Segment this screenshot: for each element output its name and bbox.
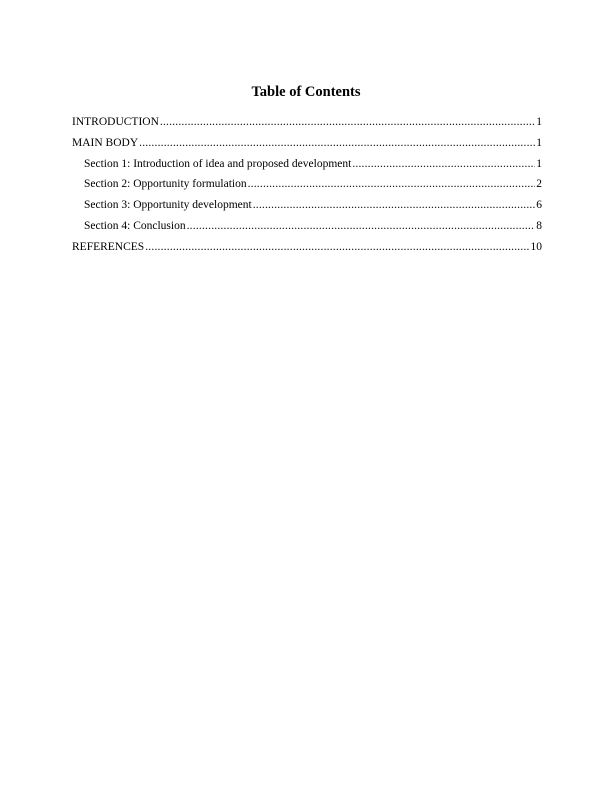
toc-page-number: 1 xyxy=(536,136,542,149)
toc-page-number: 1 xyxy=(536,116,542,128)
toc-dot-leader xyxy=(248,174,536,195)
toc-page-number: 2 xyxy=(536,178,542,191)
toc-page-number: 10 xyxy=(530,240,542,253)
toc-entry-introduction[interactable] xyxy=(72,112,542,133)
toc-title: Table of Contents xyxy=(251,84,361,100)
toc-entry-main-body[interactable] xyxy=(72,133,542,154)
toc-entry-references[interactable] xyxy=(72,237,542,258)
toc-entry-label: Section 2: Opportunity formulation xyxy=(84,178,247,191)
toc-page-number: 8 xyxy=(536,219,542,232)
toc-dot-leader xyxy=(352,154,535,175)
toc-entry-label: INTRODUCTION xyxy=(72,116,159,128)
toc-entry-label: Section 4: Conclusion xyxy=(84,219,186,232)
toc-entry-label: Section 3: Opportunity development xyxy=(84,199,252,212)
toc-list xyxy=(72,112,542,258)
toc-page-number: 1 xyxy=(536,157,542,170)
toc-dot-leader xyxy=(139,133,535,154)
toc-entry-label: Section 1: Introduction of idea and proposed development xyxy=(84,157,352,170)
toc-dot-leader xyxy=(145,237,529,258)
toc-dot-leader xyxy=(160,112,535,133)
toc-entry-section-1[interactable] xyxy=(72,154,542,175)
toc-entry-label: REFERENCES xyxy=(72,240,145,253)
toc-entry-section-3[interactable] xyxy=(72,195,542,216)
toc-dot-leader xyxy=(253,195,536,216)
toc-dot-leader xyxy=(187,216,536,237)
toc-entry-section-2[interactable] xyxy=(72,174,542,195)
toc-entry-label: MAIN BODY xyxy=(72,136,139,149)
toc-entry-section-4[interactable] xyxy=(72,216,542,237)
toc-page-number: 6 xyxy=(536,199,542,212)
